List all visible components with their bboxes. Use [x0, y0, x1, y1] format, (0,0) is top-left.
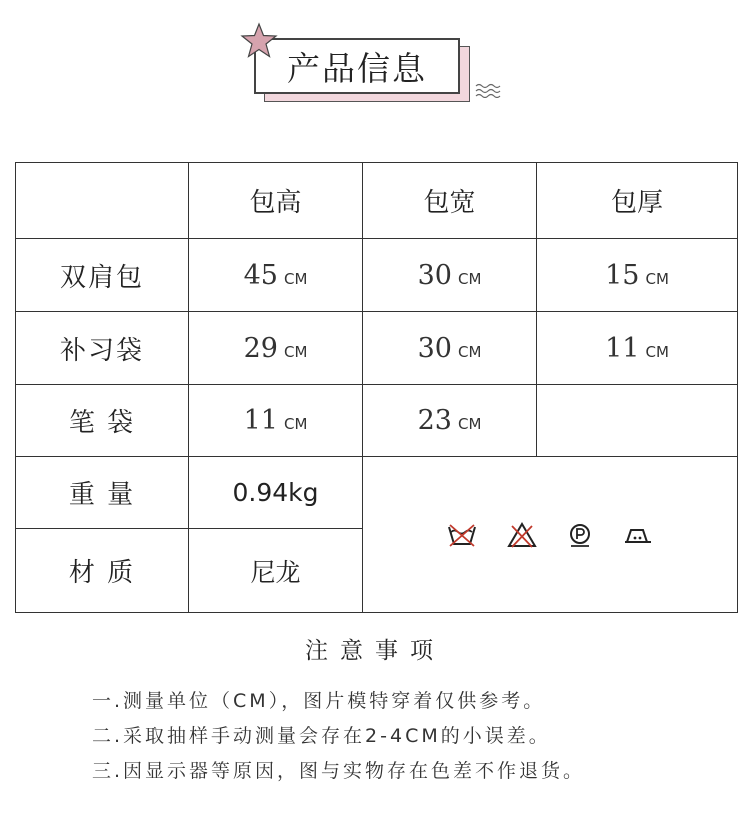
unit-label: CM — [283, 269, 308, 288]
dry-clean-p-icon — [567, 522, 593, 548]
page-title: 产品信息 — [254, 38, 460, 94]
measure-value: 30 — [417, 259, 452, 291]
row-label: 双肩包 — [16, 239, 189, 312]
unit-label: CM — [645, 342, 669, 361]
iron-low-icon — [623, 524, 653, 546]
table-row — [16, 385, 738, 457]
notes-list — [92, 688, 585, 793]
material-label: 材 质 — [16, 529, 189, 613]
unit-label: CM — [457, 269, 482, 288]
note-item: 二.采取抽样手动测量会存在2-4CM的小误差。 — [92, 725, 551, 747]
title-banner — [0, 0, 750, 130]
column-header-width: 包宽 — [363, 163, 537, 239]
unit-label: CM — [457, 342, 482, 361]
unit-label: CM — [283, 415, 308, 433]
measure-value: 45 — [243, 259, 278, 291]
care-symbols-cell — [363, 457, 738, 613]
measure-value: 15 — [605, 259, 640, 291]
measure-cell — [537, 312, 738, 385]
weight-label: 重 量 — [16, 457, 189, 529]
table-row-weight — [16, 457, 738, 529]
note-item: 三.因显示器等原因，图与实物存在色差不作退货。 — [92, 760, 586, 782]
measure-cell — [537, 239, 738, 312]
unit-label: CM — [457, 415, 482, 433]
unit-label: CM — [645, 269, 669, 288]
weight-value: 0.94kg — [189, 457, 363, 529]
star-icon — [240, 22, 278, 60]
table-row — [16, 239, 738, 312]
corner-cell — [16, 163, 189, 239]
notes-title: 注意事项 — [305, 638, 445, 664]
column-header-depth: 包厚 — [537, 163, 738, 239]
row-label: 补习袋 — [16, 312, 189, 385]
measure-value: 11 — [243, 405, 278, 436]
care-symbols — [363, 521, 737, 549]
table-row — [16, 312, 738, 385]
do-not-wash-icon — [447, 522, 477, 548]
size-spec-table — [15, 162, 738, 613]
row-label: 笔 袋 — [16, 385, 189, 457]
measure-cell — [189, 312, 363, 385]
note-item: 一.测量单位（CM），图片模特穿着仅供参考。 — [92, 690, 546, 712]
measure-cell — [363, 312, 537, 385]
empty-cell — [537, 385, 738, 457]
table-header-row — [16, 163, 738, 239]
measure-cell — [363, 239, 537, 312]
material-value: 尼龙 — [189, 529, 363, 613]
unit-label: CM — [283, 342, 308, 361]
measure-value: 30 — [417, 332, 452, 364]
measure-value: 23 — [417, 405, 452, 436]
do-not-bleach-icon — [507, 521, 537, 549]
measure-cell — [189, 239, 363, 312]
measure-cell — [363, 385, 537, 457]
column-header-height: 包高 — [189, 163, 363, 239]
measure-cell — [189, 385, 363, 457]
measure-value: 29 — [243, 332, 278, 364]
measure-value: 11 — [605, 332, 640, 364]
wave-icon — [474, 82, 504, 98]
